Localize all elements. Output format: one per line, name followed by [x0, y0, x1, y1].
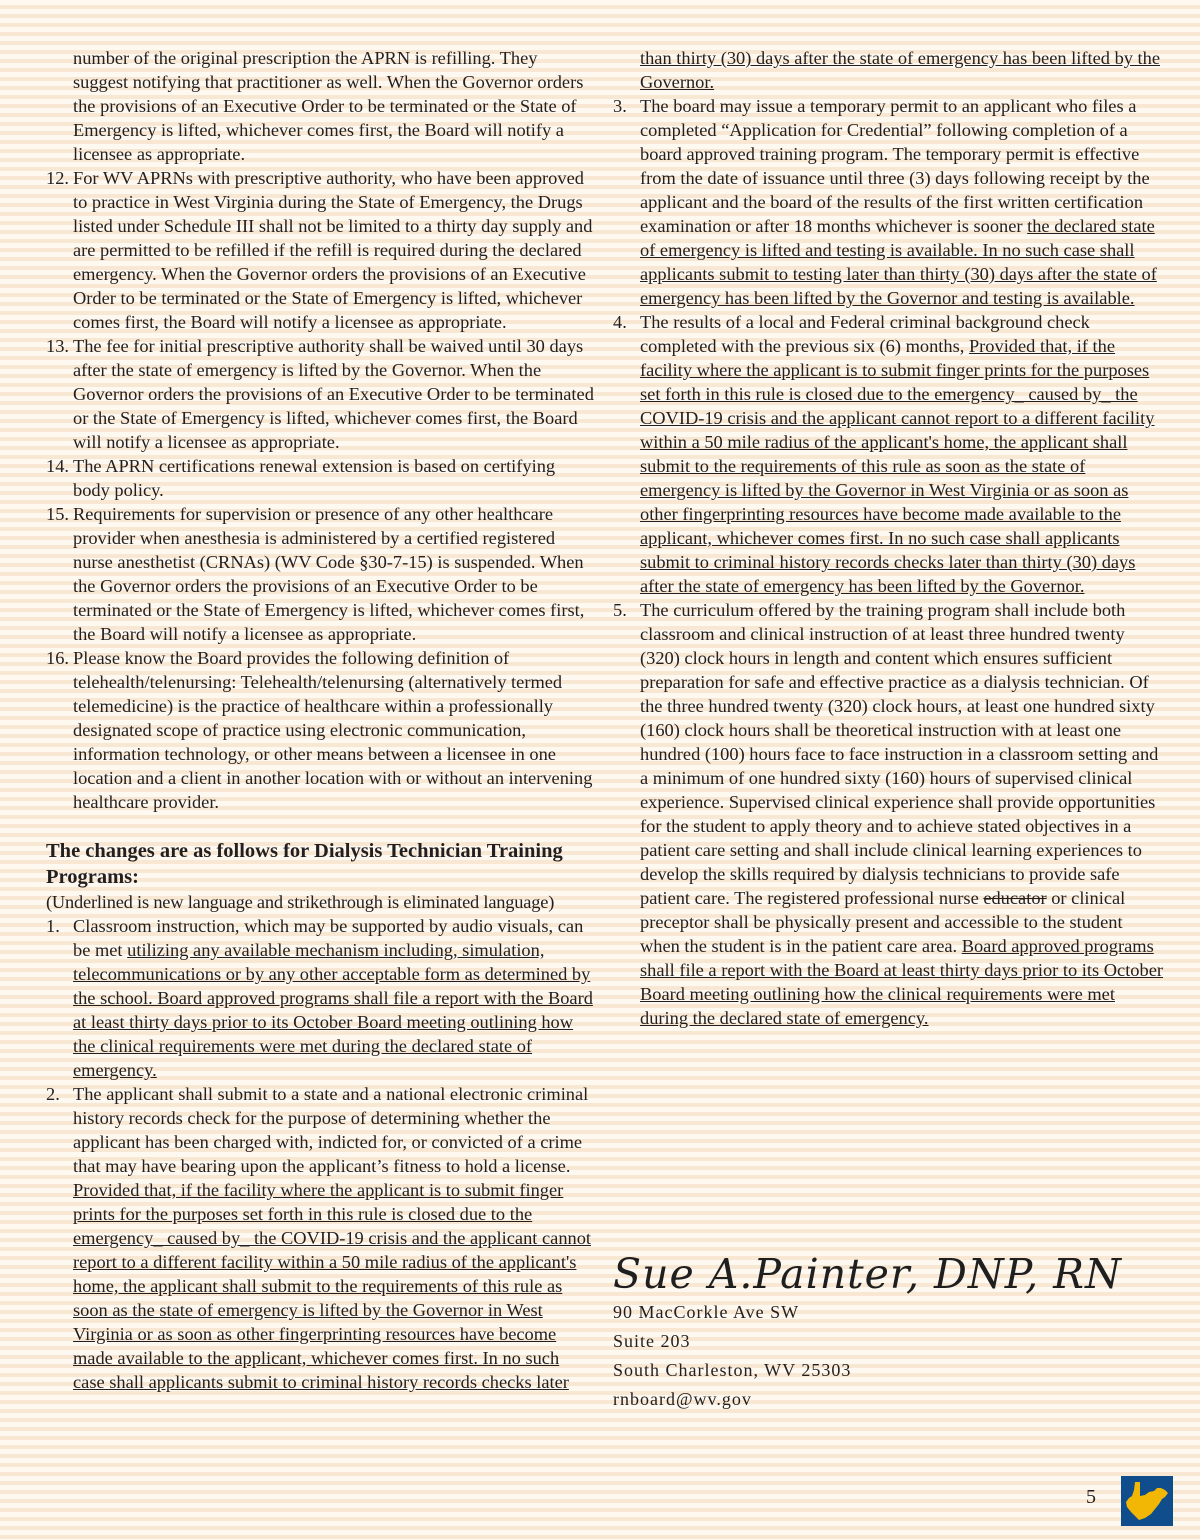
west-virginia-state-icon	[1121, 1476, 1173, 1526]
list-item: 4. The results of a local and Federal criminal background check completed with the previous six (6) months, Provided that, if the facility where the applicant is to submit finger prints for the purposes set forth in this rule is closed due to the emergency_ caused by_ the COVID-19 crisis and the applicant cannot report to a different facility within a 50 mile radius of the applicant's home, the applicant shall submit to the requirements of this rule as soon as the state of emergency is lifted by the Governor in West Virginia or as soon as other fingerprinting resources have become made available to the applicant, whichever comes first. In no such case shall applicants submit to criminal history records checks later than thirty (30) days after the state of emergency has been lifted by the Governor.	[613, 312, 1155, 596]
section-note: (Underlined is new language and strikethrough is eliminated language)	[46, 892, 555, 912]
dialysis-list	[46, 914, 594, 1394]
signature: Sue A.Painter, DNP, RN	[613, 1250, 1122, 1298]
list-item: 13. The fee for initial prescriptive authority shall be waived until 30 days after the state of emergency is lifted by the Governor. When the Governor orders the provisions of an Executive Order to be terminated or the State of Emergency is lifted, whichever comes first, the Board will notify a licensee as appropriate.	[46, 336, 594, 452]
new-language: Provided that, if the facility where the applicant is to submit finger prints for the purposes set forth in this rule is closed due to the emergency_ caused by_ the COVID-19 crisis and the applicant cannot report to a different facility within a 50 mile radius of the applicant's home, the applicant shall submit to the requirements of this rule as soon as the state of emergency is lifted by the Governor in West Virginia or as soon as other fingerprinting resources have become made available to the applicant, whichever comes first. In no such case shall applicants submit to criminal history records checks later	[73, 1180, 592, 1392]
list-item: 16. Please know the Board provides the following definition of telehealth/telenursing: Telehealth/telenursing (alternatively termed telemedicine) is the practice of healthcare within a professionally designated scope of practice using electronic communication, information technology, or other means between a licensee in one location and a client in another location with or without an intervening healthcare provider.	[46, 648, 593, 812]
new-language: Board approved programs shall file a report with the Board at least thirty days prior to its October Board meeting outlining how the clinical requirements were met during the declared state of emergency.	[640, 936, 1163, 1028]
left-column	[46, 46, 594, 1394]
aprn-list	[46, 166, 594, 814]
address-line: South Charleston, WV 25303	[613, 1360, 852, 1380]
new-language: Provided that, if the facility where the applicant is to submit finger prints for the purposes set forth in this rule is closed due to the emergency_ caused by_ the COVID-19 crisis and the applicant cannot report to a different facility within a 50 mile radius of the applicant's home, the applicant shall submit to the requirements of this rule as soon as the state of emergency is lifted by the Governor in West Virginia or as soon as other fingerprinting resources have become made available to the applicant, whichever comes first. In no such case shall applicants submit to criminal history records checks later than thirty (30) days after the state of emergency has been lifted by the Governor.	[640, 336, 1155, 596]
address-line: Suite 203	[613, 1331, 691, 1351]
list-item: 3. The board may issue a temporary permit to an applicant who files a completed “Application for Credential” following completion of a board approved training program. The temporary permit is effective from the date of issuance until three (3) days following receipt by the applicant and the board of the results of the first written certification examination or after 18 months whichever is sooner the declared state of emergency is lifted and testing is available. In no such case shall applicants submit to testing later than thirty (30) days after the state of emergency has been lifted by the Governor and testing is available.	[613, 96, 1157, 308]
right-column	[613, 46, 1165, 1030]
eliminated-language: educator	[983, 888, 1047, 908]
page-number: 5	[1086, 1486, 1096, 1508]
list-item: 14. The APRN certifications renewal extension is based on certifying body policy.	[46, 456, 556, 500]
new-language: the declared state of emergency is lifted and testing is available. In no such case shall applicants submit to testing later than thirty (30) days after the state of emergency has been lifted by the Governor and testing is available.	[640, 216, 1157, 308]
list-item: 12. For WV APRNs with prescriptive authority, who have been approved to practice in West Virginia during the State of Emergency, the Drugs listed under Schedule III shall not be limited to a thirty day supply and are permitted to be refilled if the refill is required during the declared emergency. When the Governor orders the provisions of an Executive Order to be terminated or the State of Emergency is lifted, whichever comes first, the Board will notify a licensee as appropriate.	[46, 168, 593, 332]
address-line: 90 MacCorkle Ave SW	[613, 1302, 800, 1322]
email: rnboard@wv.gov	[613, 1389, 752, 1409]
list-item: 5. The curriculum offered by the training program shall include both classroom and clinical instruction of at least three hundred twenty (320) clock hours in length and content which ensures sufficient preparation for safe and effective practice as a dialysis technician. Of the three hundred twenty (320) clock hours, at least one hundred sixty (160) clock hours shall be theoretical instruction with at least one hundred (100) hours face to face instruction in a classroom setting and a minimum of one hundred sixty (160) hours of supervised clinical experience. Supervised clinical experience shall provide opportunities for the student to apply theory and to achieve stated objectives in a patient care setting and shall include clinical learning experiences to develop the skills required by dialysis technicians to provide safe patient care. The registered professional nurse educator or clinical preceptor shall be physically present and accessible to the student when the student is in the patient care area. Board approved programs shall file a report with the Board at least thirty days prior to its October Board meeting outlining how the clinical requirements were met during the declared state of emergency.	[613, 600, 1163, 1028]
dialysis-list-continued	[613, 94, 1165, 1030]
list-item: 15. Requirements for supervision or presence of any other healthcare provider when anesthesia is administered by a certified registered nurse anesthetist (CRNAs) (WV Code §30-7-15) is suspended. When the Governor orders the provisions of an Executive Order to be terminated or the State of Emergency is lifted, whichever comes first, the Board will notify a licensee as appropriate.	[46, 504, 585, 644]
section-heading: The changes are as follows for Dialysis Technician Training Programs:	[46, 840, 563, 888]
new-language: utilizing any available mechanism including, simulation, telecommunications or by any other acceptable form as determined by the school. Board approved programs shall file a report with the Board at least thirty days prior to its October Board meeting outlining how the clinical requirements were met during the declared state of emergency.	[73, 940, 593, 1080]
address-block	[613, 1298, 851, 1414]
list-item: 1. Classroom instruction, which may be supported by audio visuals, can be met utilizing any available mechanism including, simulation, telecommunications or by any other acceptable form as determined by the school. Board approved programs shall file a report with the Board at least thirty days prior to its October Board meeting outlining how the clinical requirements were met during the declared state of emergency.	[46, 916, 593, 1080]
continued-paragraph: number of the original prescription the APRN is refilling. They suggest notifying that practitioner as well. When the Governor orders the provisions of an Executive Order to be terminated or the State of Emergency is lifted, whichever comes first, the Board will notify a licensee as appropriate.	[73, 48, 584, 164]
continued-paragraph: than thirty (30) days after the state of emergency has been lifted by the Governor.	[640, 48, 1161, 92]
list-item: 2. The applicant shall submit to a state and a national electronic criminal history records check for the purpose of determining whether the applicant has been charged with, indicted for, or convicted of a crime that may have bearing upon the applicant’s fitness to hold a license. Provided that, if the facility where the applicant is to submit finger prints for the purposes set forth in this rule is closed due to the emergency_ caused by_ the COVID-19 crisis and the applicant cannot report to a different facility within a 50 mile radius of the applicant's home, the applicant shall submit to the requirements of this rule as soon as the state of emergency is lifted by the Governor in West Virginia or as soon as other fingerprinting resources have become made available to the applicant, whichever comes first. In no such case shall applicants submit to criminal history records checks later	[46, 1084, 592, 1392]
